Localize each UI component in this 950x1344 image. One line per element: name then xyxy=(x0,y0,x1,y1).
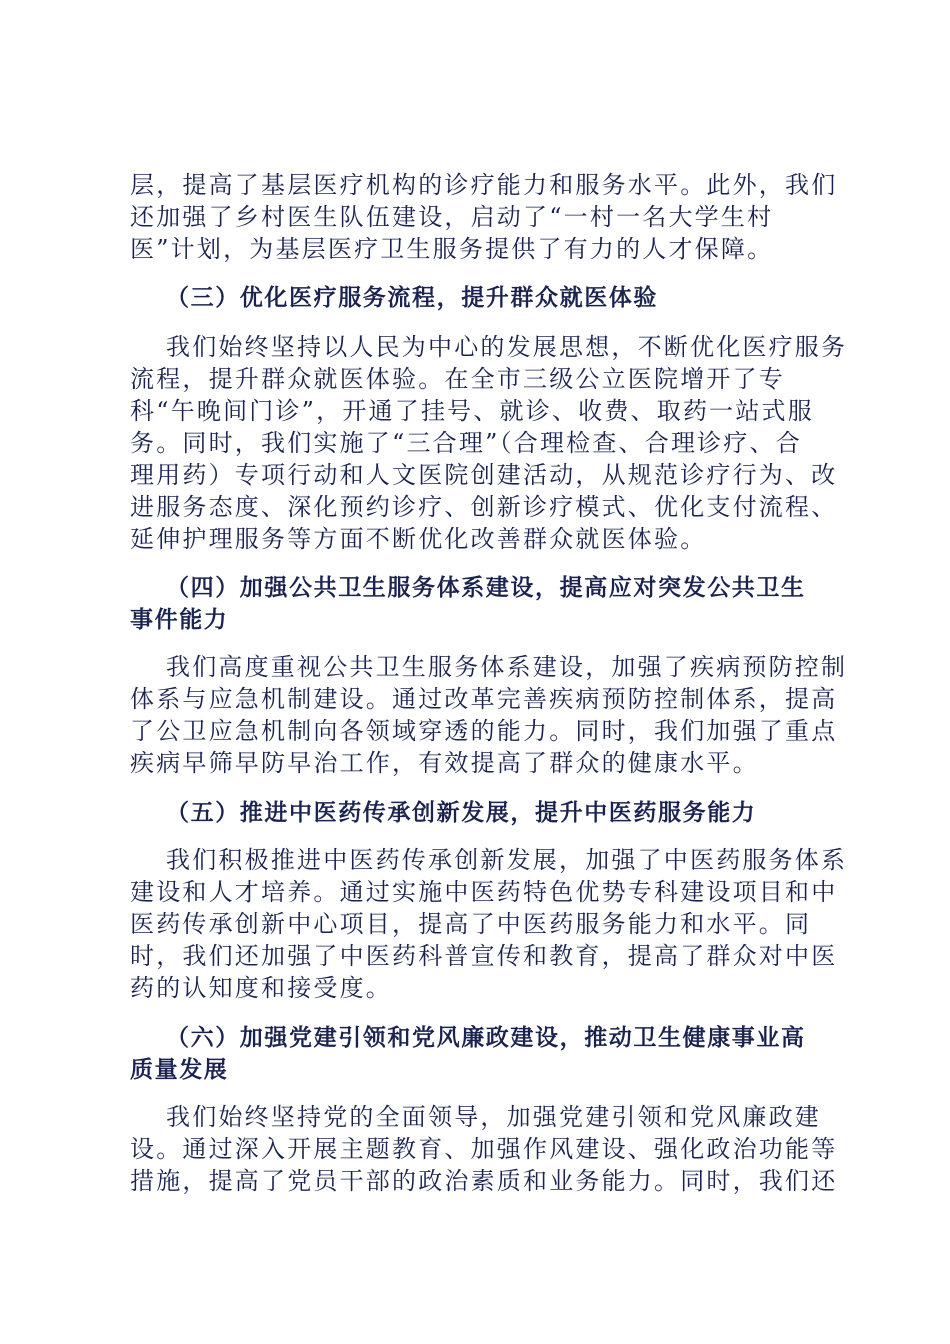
text-line: 建设和人才培养。通过实施中医药特色优势专科建设项目和中 xyxy=(130,878,838,906)
heading-line: 质量发展 xyxy=(130,1057,229,1083)
text-line: 科“午晚间门诊”，开通了挂号、就诊、收费、取药一站式服 xyxy=(130,397,814,425)
heading-line: （四）加强公共卫生服务体系建设，提高应对突发公共卫生 xyxy=(166,575,806,601)
text-line: 我们积极推进中医药传承创新发展，加强了中医药服务体系 xyxy=(166,846,848,874)
text-line: 医药传承创新中心项目，提高了中医药服务能力和水平。同 xyxy=(130,910,812,938)
text-line: 措施，提高了党员干部的政治素质和业务能力。同时，我们还 xyxy=(130,1167,838,1195)
text-line: 流程，提升群众就医体验。在全市三级公立医院增开了专 xyxy=(130,365,785,393)
heading-line: （六）加强党建引领和党风廉政建设，推动卫生健康事业高 xyxy=(166,1025,806,1051)
text-line: 进服务态度、深化预约诊疗、创新诊疗模式、优化支付流程、 xyxy=(130,493,838,521)
text-line: 药的认知度和接受度。 xyxy=(130,974,392,1002)
section-heading-3: （三）优化医疗服务流程，提升群众就医体验 xyxy=(166,285,658,311)
heading-line: 事件能力 xyxy=(130,607,229,633)
text-line: 设。通过深入开展主题教育、加强作风建设、强化政治功能等 xyxy=(130,1135,838,1163)
text-line: 层，提高了基层医疗机构的诊疗能力和服务水平。此外，我们 xyxy=(130,171,838,199)
text-line: 时，我们还加强了中医药科普宣传和教育，提高了群众对中医 xyxy=(130,942,838,970)
text-line: 我们始终坚持以人民为中心的发展思想，不断优化医疗服务 xyxy=(166,333,848,361)
text-line: 务。同时，我们实施了“三合理”（合理检查、合理诊疗、合 xyxy=(130,429,802,457)
section-heading-5: （五）推进中医药传承创新发展，提升中医药服务能力 xyxy=(166,800,757,826)
text-line: 理用药）专项行动和人文医院创建活动，从规范诊疗行为、改 xyxy=(130,461,838,489)
text-line: 我们高度重视公共卫生服务体系建设，加强了疾病预防控制 xyxy=(166,653,848,681)
text-line: 了公卫应急机制向各领域穿透的能力。同时，我们加强了重点 xyxy=(130,717,838,745)
text-line: 我们始终坚持党的全面领导，加强党建引领和党风廉政建 xyxy=(166,1103,821,1131)
text-line: 还加强了乡村医生队伍建设，启动了“一村一名大学生村 xyxy=(130,203,774,231)
text-line: 疾病早筛早防早治工作，有效提高了群众的健康水平。 xyxy=(130,749,759,777)
text-line: 体系与应急机制建设。通过改革完善疾病预防控制体系，提高 xyxy=(130,685,838,713)
text-line: 延伸护理服务等方面不断优化改善群众就医体验。 xyxy=(130,525,707,553)
text-line: 医”计划，为基层医疗卫生服务提供了有力的人才保障。 xyxy=(130,235,774,263)
